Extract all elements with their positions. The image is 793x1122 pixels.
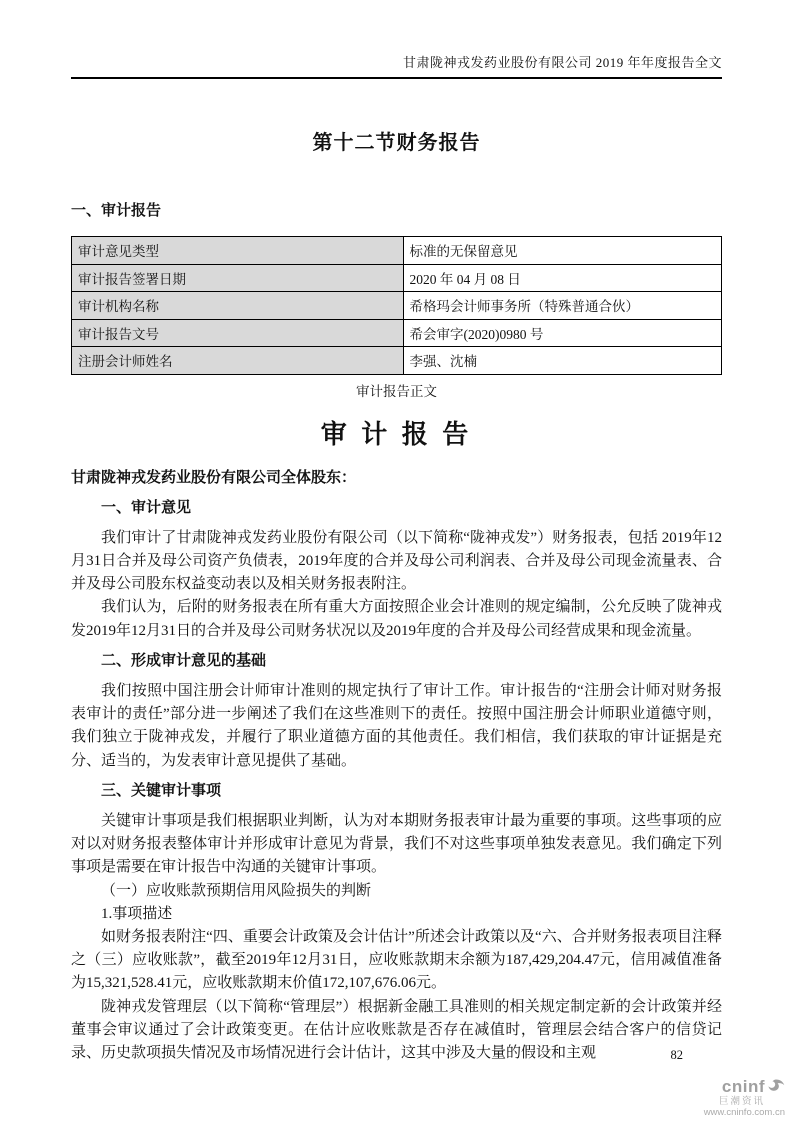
audit-table-label-cell: 注册会计师姓名 — [72, 347, 404, 375]
audit-table-value-cell: 希格玛会计师事务所（特殊普通合伙） — [403, 292, 722, 320]
audit-table-row — [72, 347, 722, 375]
cninfo-logo-top — [675, 1078, 785, 1097]
report-body — [71, 497, 722, 1066]
audit-table-value-cell: 李强、沈楠 — [403, 347, 722, 375]
header-rule — [71, 77, 722, 79]
audit-table-value-cell: 标准的无保留意见 — [403, 237, 722, 265]
report-paragraph: 如财务报表附注“四、重要会计政策及会计估计”所述会计政策以及“六、合并财务报表项目注释之（三）应收账款”，截至2019年12月31日，应收账款期末余额为187,429,204.47元，信用减值准备为15,321,528.41元，应收账款期末价值172,107,676.06元。 — [71, 928, 722, 992]
audit-table-label-cell: 审计机构名称 — [72, 292, 404, 320]
report-paragraph: 关键审计事项是我们根据职业判断，认为对本期财务报表审计最为重要的事项。这些事项的应对以对财务报表整体审计并形成审计意见为背景，我们不对这些事项单独发表意见。我们确定下列事项是需要在审计报告中沟通的关键审计事项。 — [71, 812, 722, 876]
audit-summary-table — [71, 236, 722, 375]
audit-table-row — [72, 237, 722, 265]
report-section-heading: 一、审计意见 — [101, 499, 192, 516]
audit-table-row — [72, 319, 722, 347]
cninfo-logo-word: cninf — [721, 1077, 765, 1096]
cninfo-logo-subtitle: 巨潮资讯 — [718, 1095, 765, 1107]
audit-table-value-cell: 2020 年 04 月 08 日 — [403, 264, 722, 292]
report-addressee: 甘肃陇神戎发药业股份有限公司全体股东： — [71, 469, 357, 486]
report-paragraph: 我们审计了甘肃陇神戎发药业股份有限公司（以下简称“陇神戎发”）财务报表，包括 2019年12月31日合并及母公司资产负债表，2019年度的合并及母公司利润表、合并及母公司现金流量表、合并及母公司股东权益变动表以及相关财务报表附注。 — [71, 529, 722, 593]
audit-table-row — [72, 264, 722, 292]
report-subheading: 1.事项描述 — [101, 905, 173, 922]
audit-table-label-cell: 审计报告文号 — [72, 319, 404, 347]
report-section-heading: 三、关键审计事项 — [101, 782, 222, 799]
cninfo-logo — [675, 1078, 785, 1119]
page-number: 82 — [670, 1048, 683, 1062]
report-paragraph: 陇神戎发管理层（以下简称“管理层”）根据新金融工具准则的相关规定制定新的会计政策并经董事会审议通过了会计政策变更。在估计应收账款是否存在减值时，管理层会结合客户的信贷记录、历史款项损失情况及市场情况进行会计估计，这其中涉及大量的假设和主观 — [71, 998, 722, 1061]
audit-table-rows — [72, 237, 722, 375]
running-header: 甘肃陇神戎发药业股份有限公司 2019 年年度报告全文 — [402, 55, 722, 70]
report-title: 审 计 报 告 — [320, 419, 473, 449]
audit-table-value-cell: 希会审字(2020)0980 号 — [403, 319, 722, 347]
audit-table-label-cell: 审计意见类型 — [72, 237, 404, 265]
report-subheading: （一）应收账款预期信用风险损失的判断 — [101, 882, 372, 899]
report-section-heading: 二、形成审计意见的基础 — [101, 652, 267, 669]
chapter-title: 第十二节财务报告 — [312, 132, 481, 154]
audit-table-row — [72, 292, 722, 320]
section-heading-audit-report: 一、审计报告 — [71, 203, 162, 219]
report-paragraph: 我们按照中国注册会计师审计准则的规定执行了审计工作。审计报告的“注册会计师对财务报表审计的责任”部分进一步阐述了我们在这些准则下的责任。按照中国注册会计师职业道德守则，我们独立于陇神戎发，并履行了职业道德方面的其他责任。我们相信，我们获取的审计证据是充分、适当的，为发表审计意见提供了基础。 — [71, 682, 722, 769]
cninfo-logo-url: www.cninfo.com.cn — [703, 1107, 785, 1119]
swirl-icon — [767, 1078, 785, 1096]
page-content — [71, 0, 722, 1065]
report-paragraph: 我们认为，后附的财务报表在所有重大方面按照企业会计准则的规定编制，公允反映了陇神戎发2019年12月31日的合并及母公司财务状况以及2019年度的合并及母公司经营成果和现金流量。 — [71, 599, 722, 639]
audit-table-label-cell: 审计报告签署日期 — [72, 264, 404, 292]
table-caption: 审计报告正文 — [356, 383, 437, 399]
